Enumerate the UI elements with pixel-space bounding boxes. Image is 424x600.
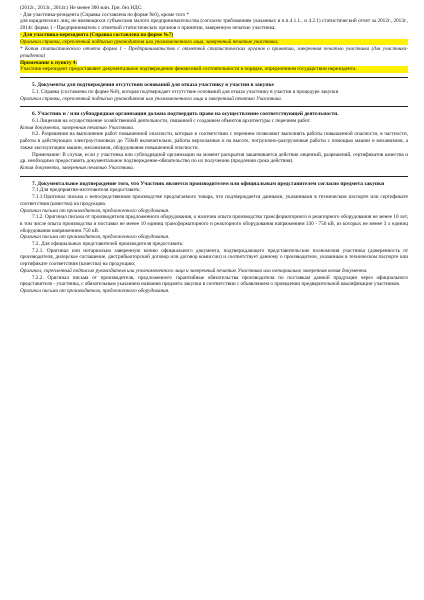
paragraph-note: Оригинал справки, скрепленный подписью руководителя или уполномоченного лица и заверенный печатью Участника. bbox=[20, 95, 283, 102]
paragraph: 7.1.2. Оригинал письма от производителя предложенного оборудования, о наличии опыта производства трансформаторного и реакторного оборудования не менее 10 лет, в том числе опыта производства и поставки не менее 10 единиц трансформаторного и реакторного оборудования напряжением 330 - 750 кВ, из которых не менее 3 х единиц оборудования напряжением 750 кВ. bbox=[20, 214, 408, 234]
section-title-7: 7. Документальное подтверждение того, что Участник является производителем или официальным представителем согласно предмета закупки bbox=[32, 180, 385, 187]
paragraph: 7.1.Для предприятия-изготовителя предоставить: bbox=[32, 187, 141, 194]
paragraph: 7.2.2. Оригинал письма от производителя, предложенного гарантийные обязательства производителя по поставкам данной продукции через официального представителя - участника, с обязательным указанием названия предмета закупки в соответствии с объявлением о проведении предварительной квалификации участников. bbox=[20, 274, 408, 288]
section-divider bbox=[20, 106, 408, 107]
paragraph: 7.2.1. Оригинал или нотариально заверенную копию официального документа, подтверждающего представительские полномочия участника (доверенность от производителя, дилерское соглашение, дистрибьюторский договор или договор комиссии) и соответствует данному о производителе, указанным в техническом паспорте или сертификате соответствия (качества) на продукцию; bbox=[20, 247, 408, 268]
section-divider bbox=[20, 176, 408, 177]
nonresident-heading: - Для участника-нерезидента (Справка составлена по форме №7) bbox=[20, 31, 174, 38]
section-title-5: 5. Документы для подтверждения отсутствии оснований для отказа участнику в участии в закупке bbox=[32, 82, 274, 89]
paragraph: 6.1.Лицензия на осуществление хозяйственной деятельности, связанной с созданием объектов архитектуры с перечнем работ. bbox=[32, 118, 311, 125]
text-line: - Для участника-резидента (Справка составлена по форме №6), кроме того * bbox=[20, 11, 189, 18]
highlighted-text: Оригинал справки, скрепленный подписью руководителя или уполномоченного лица, заверенный печатью участника; bbox=[20, 39, 408, 46]
text-line: * Копия статистического отчета форма 1 - Предприниматьство с отметкой статистических органов о принятии, заверенная печатью участника (для участника-резидента) bbox=[20, 46, 408, 59]
paragraph-note: Копия документа, заверенная печатью Участника. bbox=[20, 124, 135, 131]
note-heading: Примечание к пункту 4: bbox=[20, 59, 78, 66]
paragraph-note: Оригинал, скрепленный подписью руководителя или уполномоченного лица и заверенный печатью Участника или нотариально заверенная копия документа. bbox=[20, 267, 368, 274]
paragraph-note: Оригинал письма от производителя, предложенного оборудования. bbox=[20, 288, 170, 294]
paragraph: 7.1.1.Оригинал письма о непосредственном производстве предлагаемого товара, что подтверждается данными, указанными в техническом паспорте или сертификате соответствия (качества) на продукцию. bbox=[20, 194, 408, 207]
text-line: для юридических лиц, не являющихся субъектами малого предпринимательства (согласно требованиям указанных в п.п.4.1.1., и 4.2.1) статистический отчет за 2012г., 2013г., 2014г. форма 1 - Предприниматель с отметкой статистических органов о принятии, заверенную печатью участника; bbox=[20, 18, 408, 32]
paragraph-note: Оригинал письма от производителя, предложенного оборудования. bbox=[20, 207, 170, 214]
paragraph: 7.2. Для официальных представителей производителя предоставить: bbox=[32, 241, 184, 248]
paragraph-note: Оригинал письма от производителя, предложенного оборудования. bbox=[20, 234, 170, 241]
text-line: (2012г., 2013г., 2014г.) Не менее 300 млн. Грн. без НДС: bbox=[20, 5, 143, 11]
paragraph: Примечание: В случае, если у участника или субподрядной организации на момент раскрытия заканчивается действие лицензий, разрешений, сертификатов качества и др. необходимо предоставить документальное подтверждение-обязательство по их получению (продления срока действия). bbox=[20, 151, 408, 165]
section-divider bbox=[20, 77, 408, 78]
paragraph: 5.1. Справка (составлена по форме №8), которая подтверждает отсутствие оснований для отказа участнику в участии в процедуре закупки bbox=[32, 88, 339, 95]
paragraph-note: Копия документа, заверенная печатью Участника. bbox=[20, 164, 135, 171]
highlighted-text: Участник-нерезидент предоставляет документальное подтверждение финансовой состоятельности в порядке, определенном государством нерезидента. bbox=[20, 66, 408, 73]
section-title-6: 6. Участник и / или субподрядная организация должна подтвердить право на осуществление соответствующей деятельности. bbox=[32, 111, 339, 118]
paragraph: 6.2. Разрешения на выполнение работ повышенной опасности, которые в соответствии с перечнем позволяют выполнять работы повышенной опасности, в частности, работы в действующих электроустановках до 750кВ включительно, работы верхолазные и на высоте, погрузочно-разгрузочные работы с помощью машин и механизмов, а также эксплуатацию машин, механизмов, оборудования повышенной опасности. bbox=[20, 131, 408, 151]
